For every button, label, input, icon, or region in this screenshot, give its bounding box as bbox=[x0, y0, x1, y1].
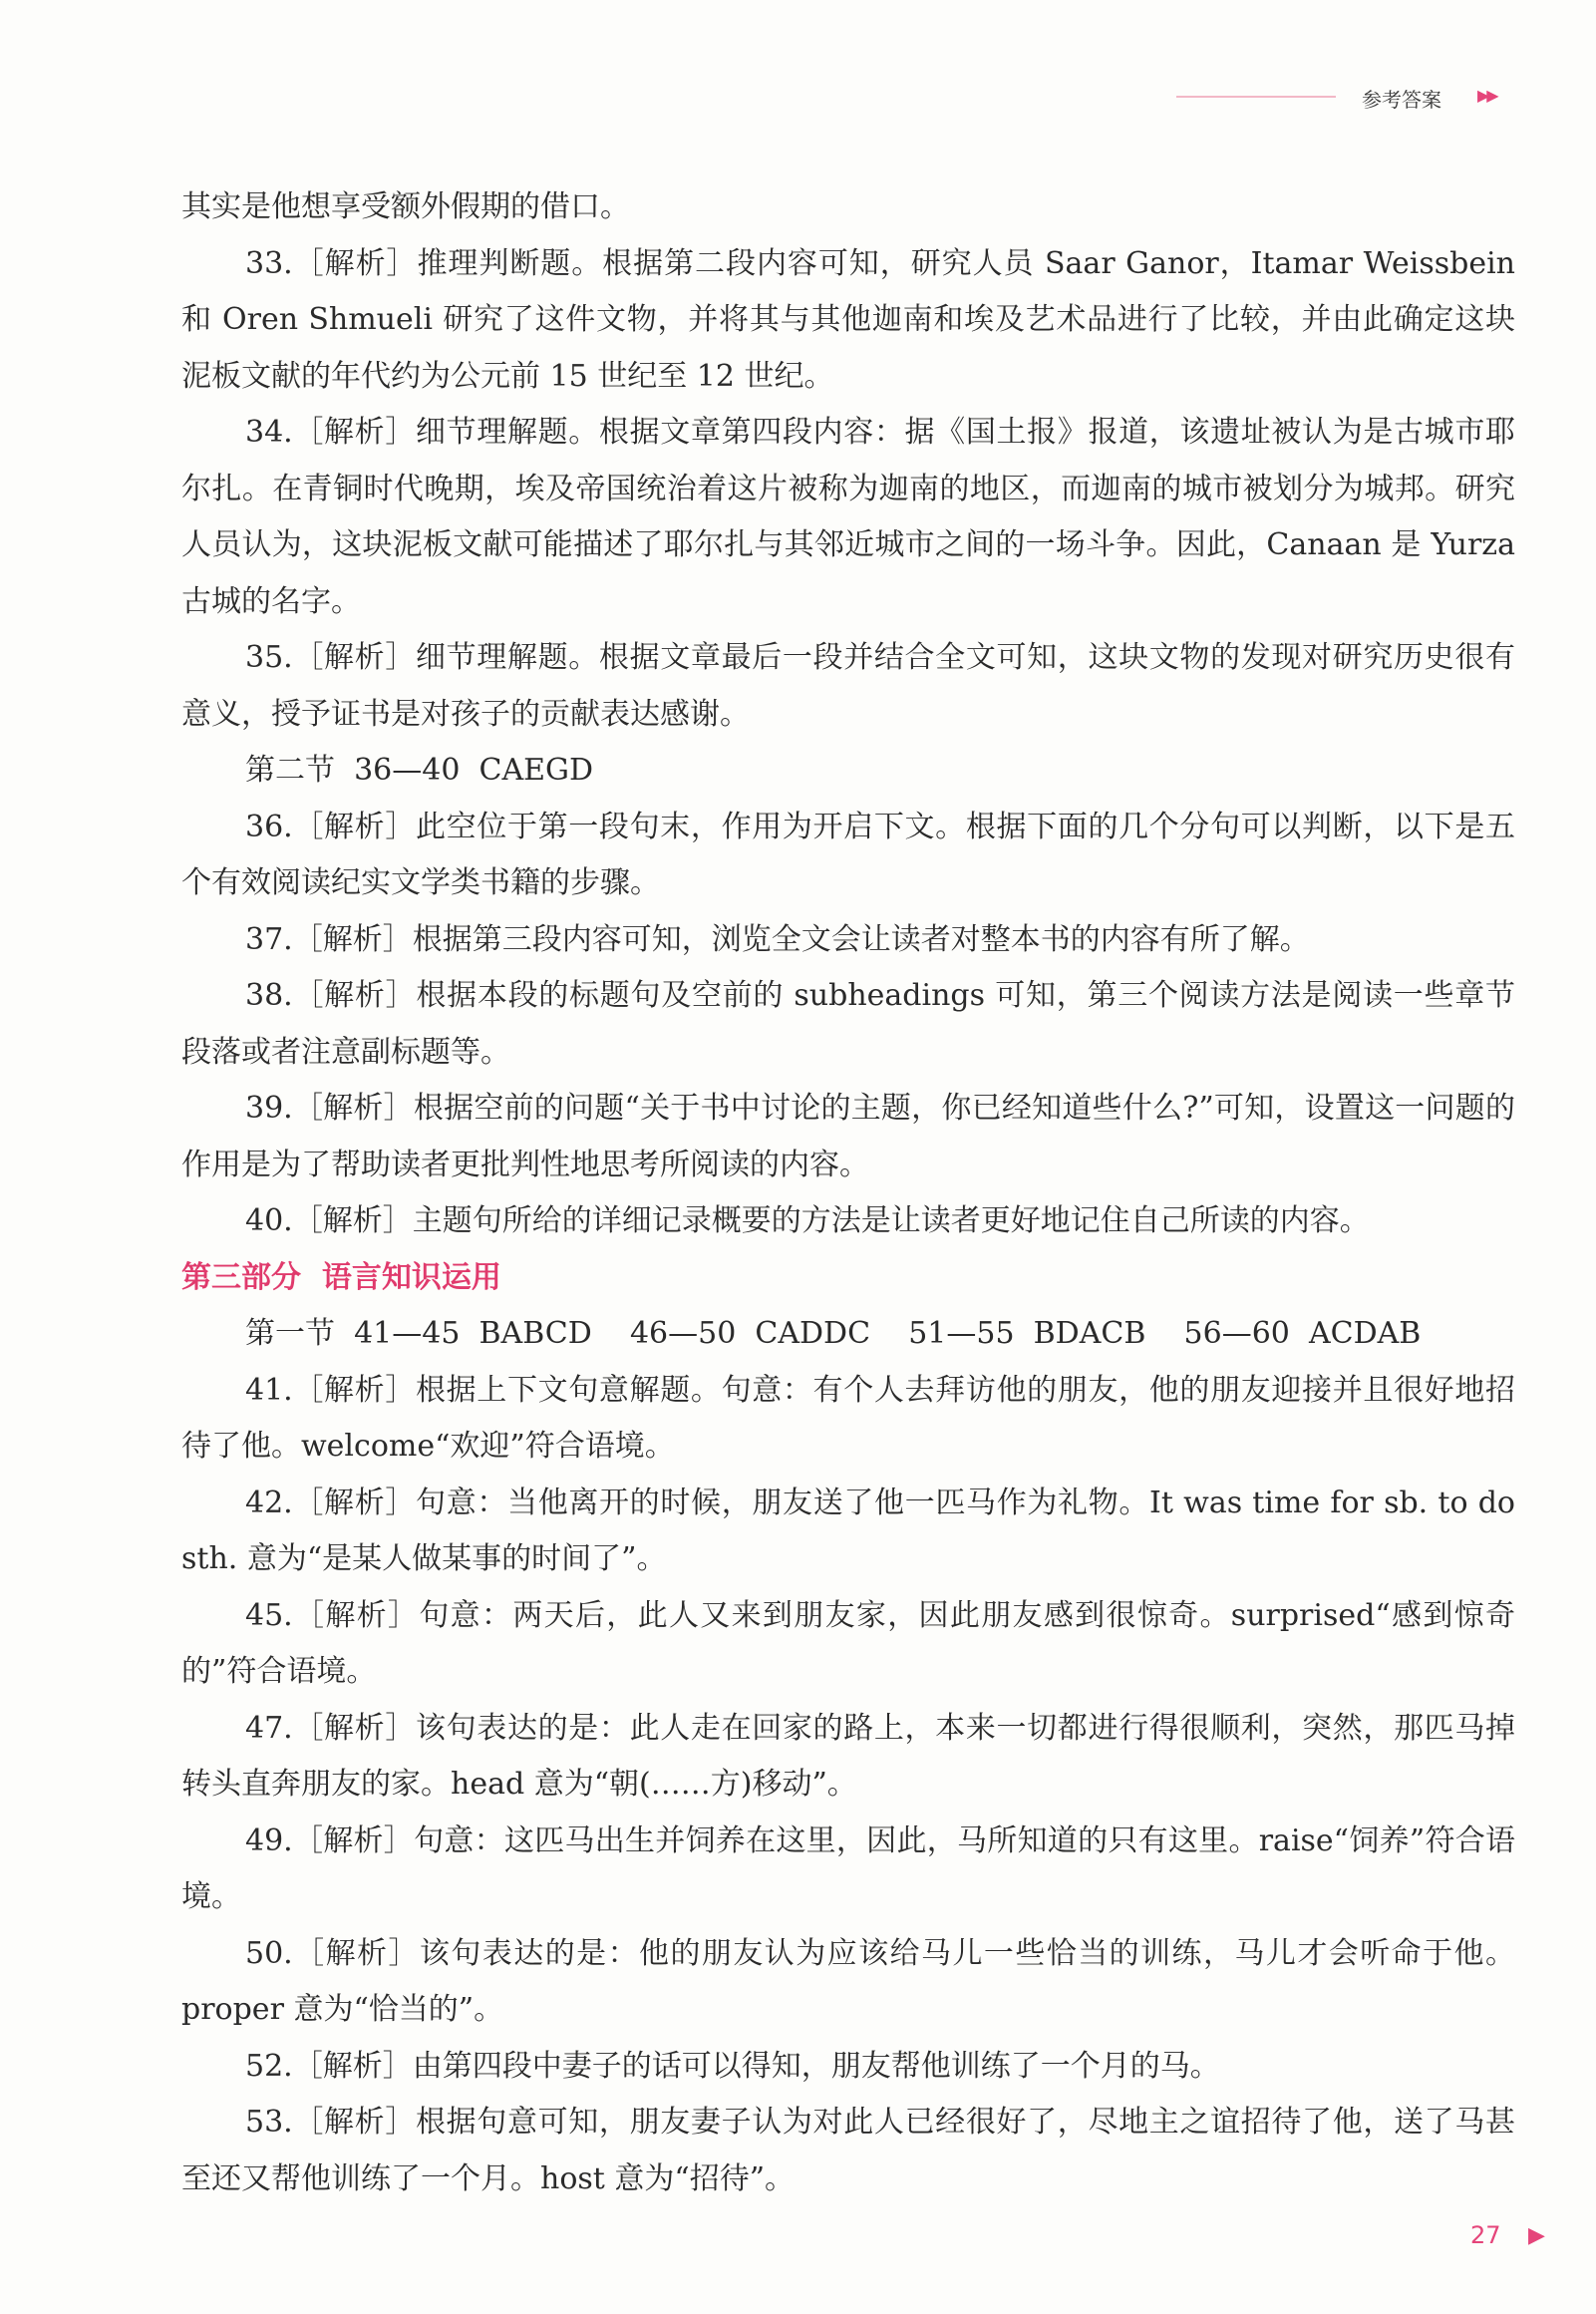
explanation-paragraph: 38.［解析］根据本段的标题句及空前的 subheadings 可知，第三个阅读方法是阅读一些章节段落或者注意副标题等。 bbox=[181, 978, 1515, 1070]
answer-key-line: 第一节 41—45 BABCD 46—50 CADDC 51—55 BDACB 56—60 ACDAB bbox=[245, 1316, 1422, 1351]
header-title: 参考答案 bbox=[1362, 88, 1441, 112]
explanation-paragraph: 33.［解析］推理判断题。根据第二段内容可知，研究人员 Saar Ganor，Itamar Weissbein 和 Oren Shmueli 研究了这件文物，并将其与其他迦南和埃及艺术品进行了比较，并由此确定这块泥板文献的年代约为公元前 15 世纪至 12 世纪。 bbox=[181, 245, 1515, 394]
page-footer bbox=[1470, 2221, 1570, 2255]
arrow-right-icon: ▶ bbox=[1528, 2223, 1545, 2248]
continued-paragraph: 其实是他想享受额外假期的借口。 bbox=[181, 189, 630, 224]
explanation-paragraph: 53.［解析］根据句意可知，朋友妻子认为对此人已经很好了，尽地主之谊招待了他，送了马甚至还又帮他训练了一个月。host 意为“招待”。 bbox=[181, 2105, 1515, 2196]
explanation-paragraph: 45.［解析］句意：两天后，此人又来到朋友家，因此朋友感到很惊奇。surprised“感到惊奇的”符合语境。 bbox=[181, 1597, 1515, 1689]
answer-key-line: 第二节 36—40 CAEGD bbox=[245, 753, 594, 788]
explanation-paragraph: 36.［解析］此空位于第一段句末，作用为开启下文。根据下面的几个分句可以判断，以下是五个有效阅读纪实文学类书籍的步骤。 bbox=[181, 809, 1515, 900]
explanation-paragraph: 41.［解析］根据上下文句意解题。句意：有个人去拜访他的朋友，他的朋友迎接并且很好地招待了他。welcome“欢迎”符合语境。 bbox=[181, 1372, 1515, 1464]
explanation-paragraph: 49.［解析］句意：这匹马出生并饲养在这里，因此，马所知道的只有这里。raise“饲养”符合语境。 bbox=[181, 1822, 1515, 1914]
explanation-paragraph: 50.［解析］该句表达的是：他的朋友认为应该给马儿一些恰当的训练，马儿才会听命于他。proper 意为“恰当的”。 bbox=[181, 1935, 1515, 2027]
page-number: 27 bbox=[1470, 2221, 1501, 2249]
page-header bbox=[1176, 84, 1515, 124]
explanation-paragraph: 39.［解析］根据空前的问题“关于书中讨论的主题，你已经知道些什么?”可知，设置这一问题的作用是为了帮助读者更批判性地思考所阅读的内容。 bbox=[181, 1091, 1515, 1182]
explanation-paragraph: 37.［解析］根据第三段内容可知，浏览全文会让读者对整本书的内容有所了解。 bbox=[245, 921, 1310, 957]
explanation-paragraph: 47.［解析］该句表达的是：此人走在回家的路上，本来一切都进行得很顺利，突然，那匹马掉转头直奔朋友的家。head 意为“朝(……方)移动”。 bbox=[181, 1710, 1515, 1802]
explanation-paragraph: 34.［解析］细节理解题。根据文章第四段内容：据《国土报》报道，该遗址被认为是古城市耶尔扎。在青铜时代晚期，埃及帝国统治着这片被称为迦南的地区，而迦南的城市被划分为城邦。研究人员认为，这块泥板文献可能描述了耶尔扎与其邻近城市之间的一场斗争。因此，Canaan 是 Yurza 古城的名字。 bbox=[181, 415, 1515, 619]
explanation-paragraph: 52.［解析］由第四段中妻子的话可以得知，朋友帮他训练了一个月的马。 bbox=[245, 2048, 1220, 2084]
answer-text-body bbox=[181, 179, 1515, 2207]
double-arrow-icon: ▶▶ bbox=[1477, 86, 1496, 105]
header-divider bbox=[1176, 96, 1336, 98]
explanation-paragraph: 42.［解析］句意：当他离开的时候，朋友送了他一匹马作为礼物。It was time for sb. to do sth. 意为“是某人做某事的时间了”。 bbox=[181, 1485, 1515, 1576]
explanation-paragraph: 35.［解析］细节理解题。根据文章最后一段并结合全文可知，这块文物的发现对研究历史很有意义，授予证书是对孩子的贡献表达感谢。 bbox=[181, 640, 1515, 732]
section-heading: 第三部分 语言知识运用 bbox=[181, 1259, 501, 1295]
explanation-paragraph: 40.［解析］主题句所给的详细记录概要的方法是让读者更好地记住自己所读的内容。 bbox=[245, 1203, 1370, 1238]
